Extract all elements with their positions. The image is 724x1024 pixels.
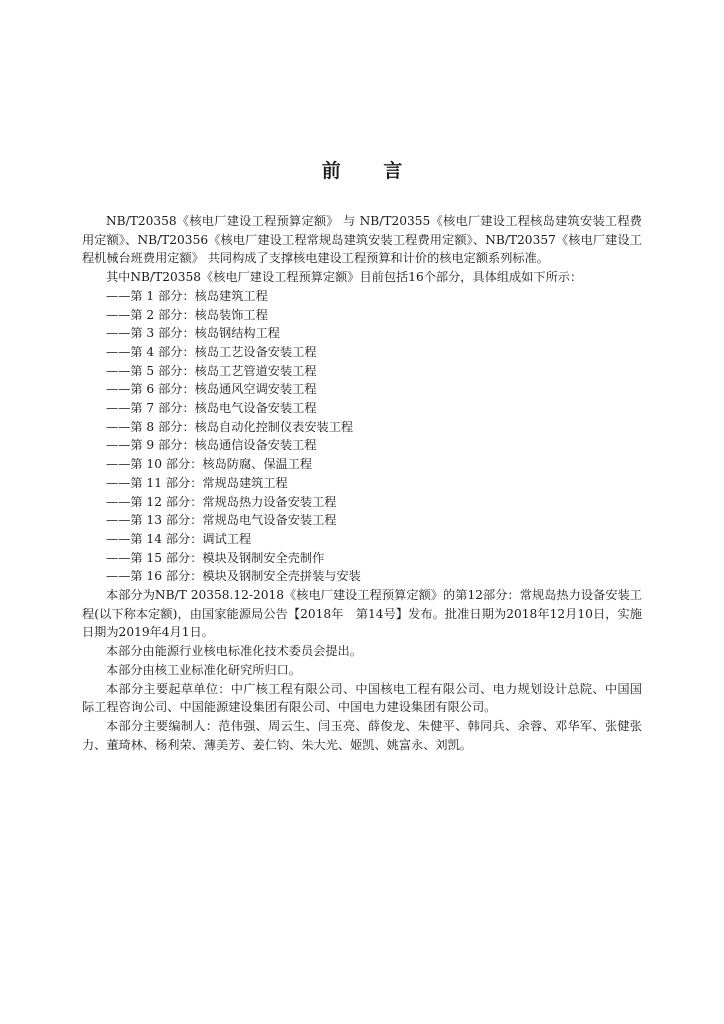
drafters-paragraph: 本部分主要编制人：范伟强、周云生、闫玉亮、薛俊龙、朱健平、韩同兵、余蓉、邓华军、张健张力、董琦林、杨利荣、薄美芳、姜仁钧、朱大光、姬凯、姚富永、刘凯。 — [82, 718, 642, 752]
list-item: ——第 14 部分：调试工程 — [106, 531, 252, 546]
list-item: ——第 11 部分：常规岛建筑工程 — [106, 475, 288, 490]
drafting-units-paragraph: 本部分主要起草单位：中广核工程有限公司、中国核电工程有限公司、电力规划设计总院、中国国际工程咨询公司、中国能源建设集团有限公司、中国电力建设集团有限公司。 — [82, 681, 642, 715]
list-item: ——第 3 部分：核岛钢结构工程 — [106, 326, 280, 341]
list-item: ——第 5 部分：核岛工艺管道安装工程 — [106, 363, 317, 378]
foreword-body — [82, 212, 642, 754]
parts-intro-paragraph: 其中NB/T20358《核电厂建设工程预算定额》目前包括16个部分，具体组成如下所示： — [106, 270, 583, 285]
list-item: ——第 15 部分：模块及钢制安全壳制作 — [106, 550, 325, 565]
list-item: ——第 6 部分：核岛通风空调安装工程 — [106, 382, 317, 397]
parts-list — [82, 287, 642, 586]
page-title: 前 言 — [321, 160, 421, 182]
list-item: ——第 16 部分：模块及钢制安全壳拼装与安装 — [106, 569, 361, 584]
list-item: ——第 10 部分：核岛防腐、保温工程 — [106, 457, 313, 472]
list-item: ——第 9 部分：核岛通信设备安装工程 — [106, 438, 317, 453]
list-item: ——第 12 部分：常规岛热力设备安装工程 — [106, 494, 337, 509]
intro-paragraph: NB/T20358《核电厂建设工程预算定额》 与 NB/T20355《核电厂建设工程核岛建筑安装工程费用定额》、NB/T20356《核电厂建设工程常规岛建筑安装工程费用定额》、NB/T20357《核电厂建设工程机械台班费用定额》 共同构成了支撑核电建设工程预算和计价的核电定额系列标准。 — [82, 214, 642, 266]
list-item: ——第 4 部分：核岛工艺设备安装工程 — [106, 344, 317, 359]
list-item: ——第 7 部分：核岛电气设备安装工程 — [106, 401, 317, 416]
list-item: ——第 8 部分：核岛自动化控制仪表安装工程 — [106, 419, 354, 434]
list-item: ——第 1 部分：核岛建筑工程 — [106, 288, 268, 303]
list-item: ——第 2 部分：核岛装饰工程 — [106, 307, 268, 322]
proposed-by-paragraph: 本部分由能源行业核电标准化技术委员会提出。 — [106, 644, 362, 659]
this-part-paragraph: 本部分为NB/T 20358.12-2018《核电厂建设工程预算定额》的第12部分：常规岛热力设备安装工程(以下称本定额)，由国家能源局公告【2018年 第14号】发布。批准日期为2018年12月10日，实施日期为2019年4月1日。 — [82, 588, 642, 640]
managed-by-paragraph: 本部分由核工业标准化研究所归口。 — [106, 662, 301, 677]
list-item: ——第 13 部分：常规岛电气设备安装工程 — [106, 513, 337, 528]
